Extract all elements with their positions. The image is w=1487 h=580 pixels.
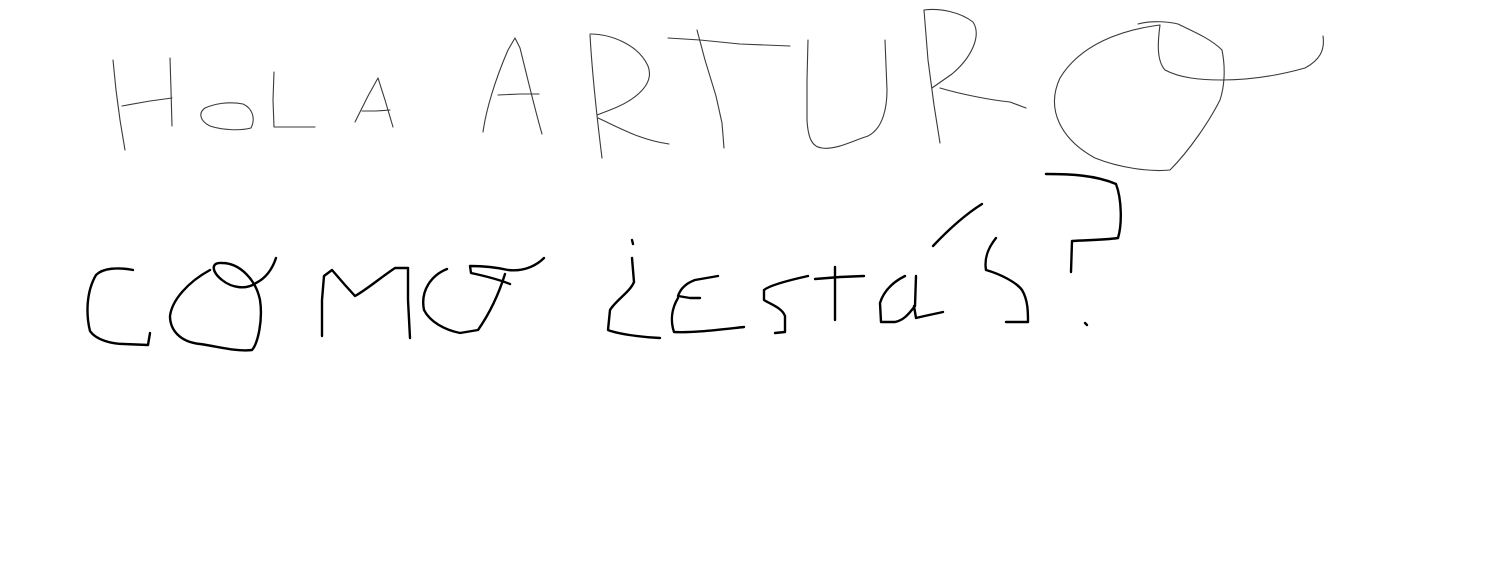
letter-u	[807, 40, 887, 148]
letter-o	[201, 103, 253, 130]
letter-a-accent	[880, 204, 982, 322]
handwritten-line-como-estas	[88, 174, 1121, 350]
letter-o-big	[1055, 22, 1324, 171]
letter-l	[273, 72, 315, 127]
letter-r	[590, 34, 669, 158]
letter-e	[672, 276, 744, 332]
letter-s	[764, 276, 808, 333]
letter-o-loop	[170, 258, 276, 350]
glyph-question-mark	[1046, 174, 1121, 325]
letter-a-small	[355, 78, 393, 127]
letter-o-final	[423, 258, 544, 333]
letter-t	[668, 30, 790, 148]
letter-a-big	[483, 38, 542, 134]
letter-s-final	[985, 238, 1028, 322]
letter-t-second	[815, 267, 864, 320]
letter-h	[113, 58, 172, 150]
glyph-inverted-question	[608, 240, 660, 338]
letter-r-second	[924, 10, 1026, 144]
letter-c	[88, 268, 150, 345]
letter-m	[322, 268, 410, 338]
handwritten-line-hola-arturo	[113, 10, 1323, 171]
